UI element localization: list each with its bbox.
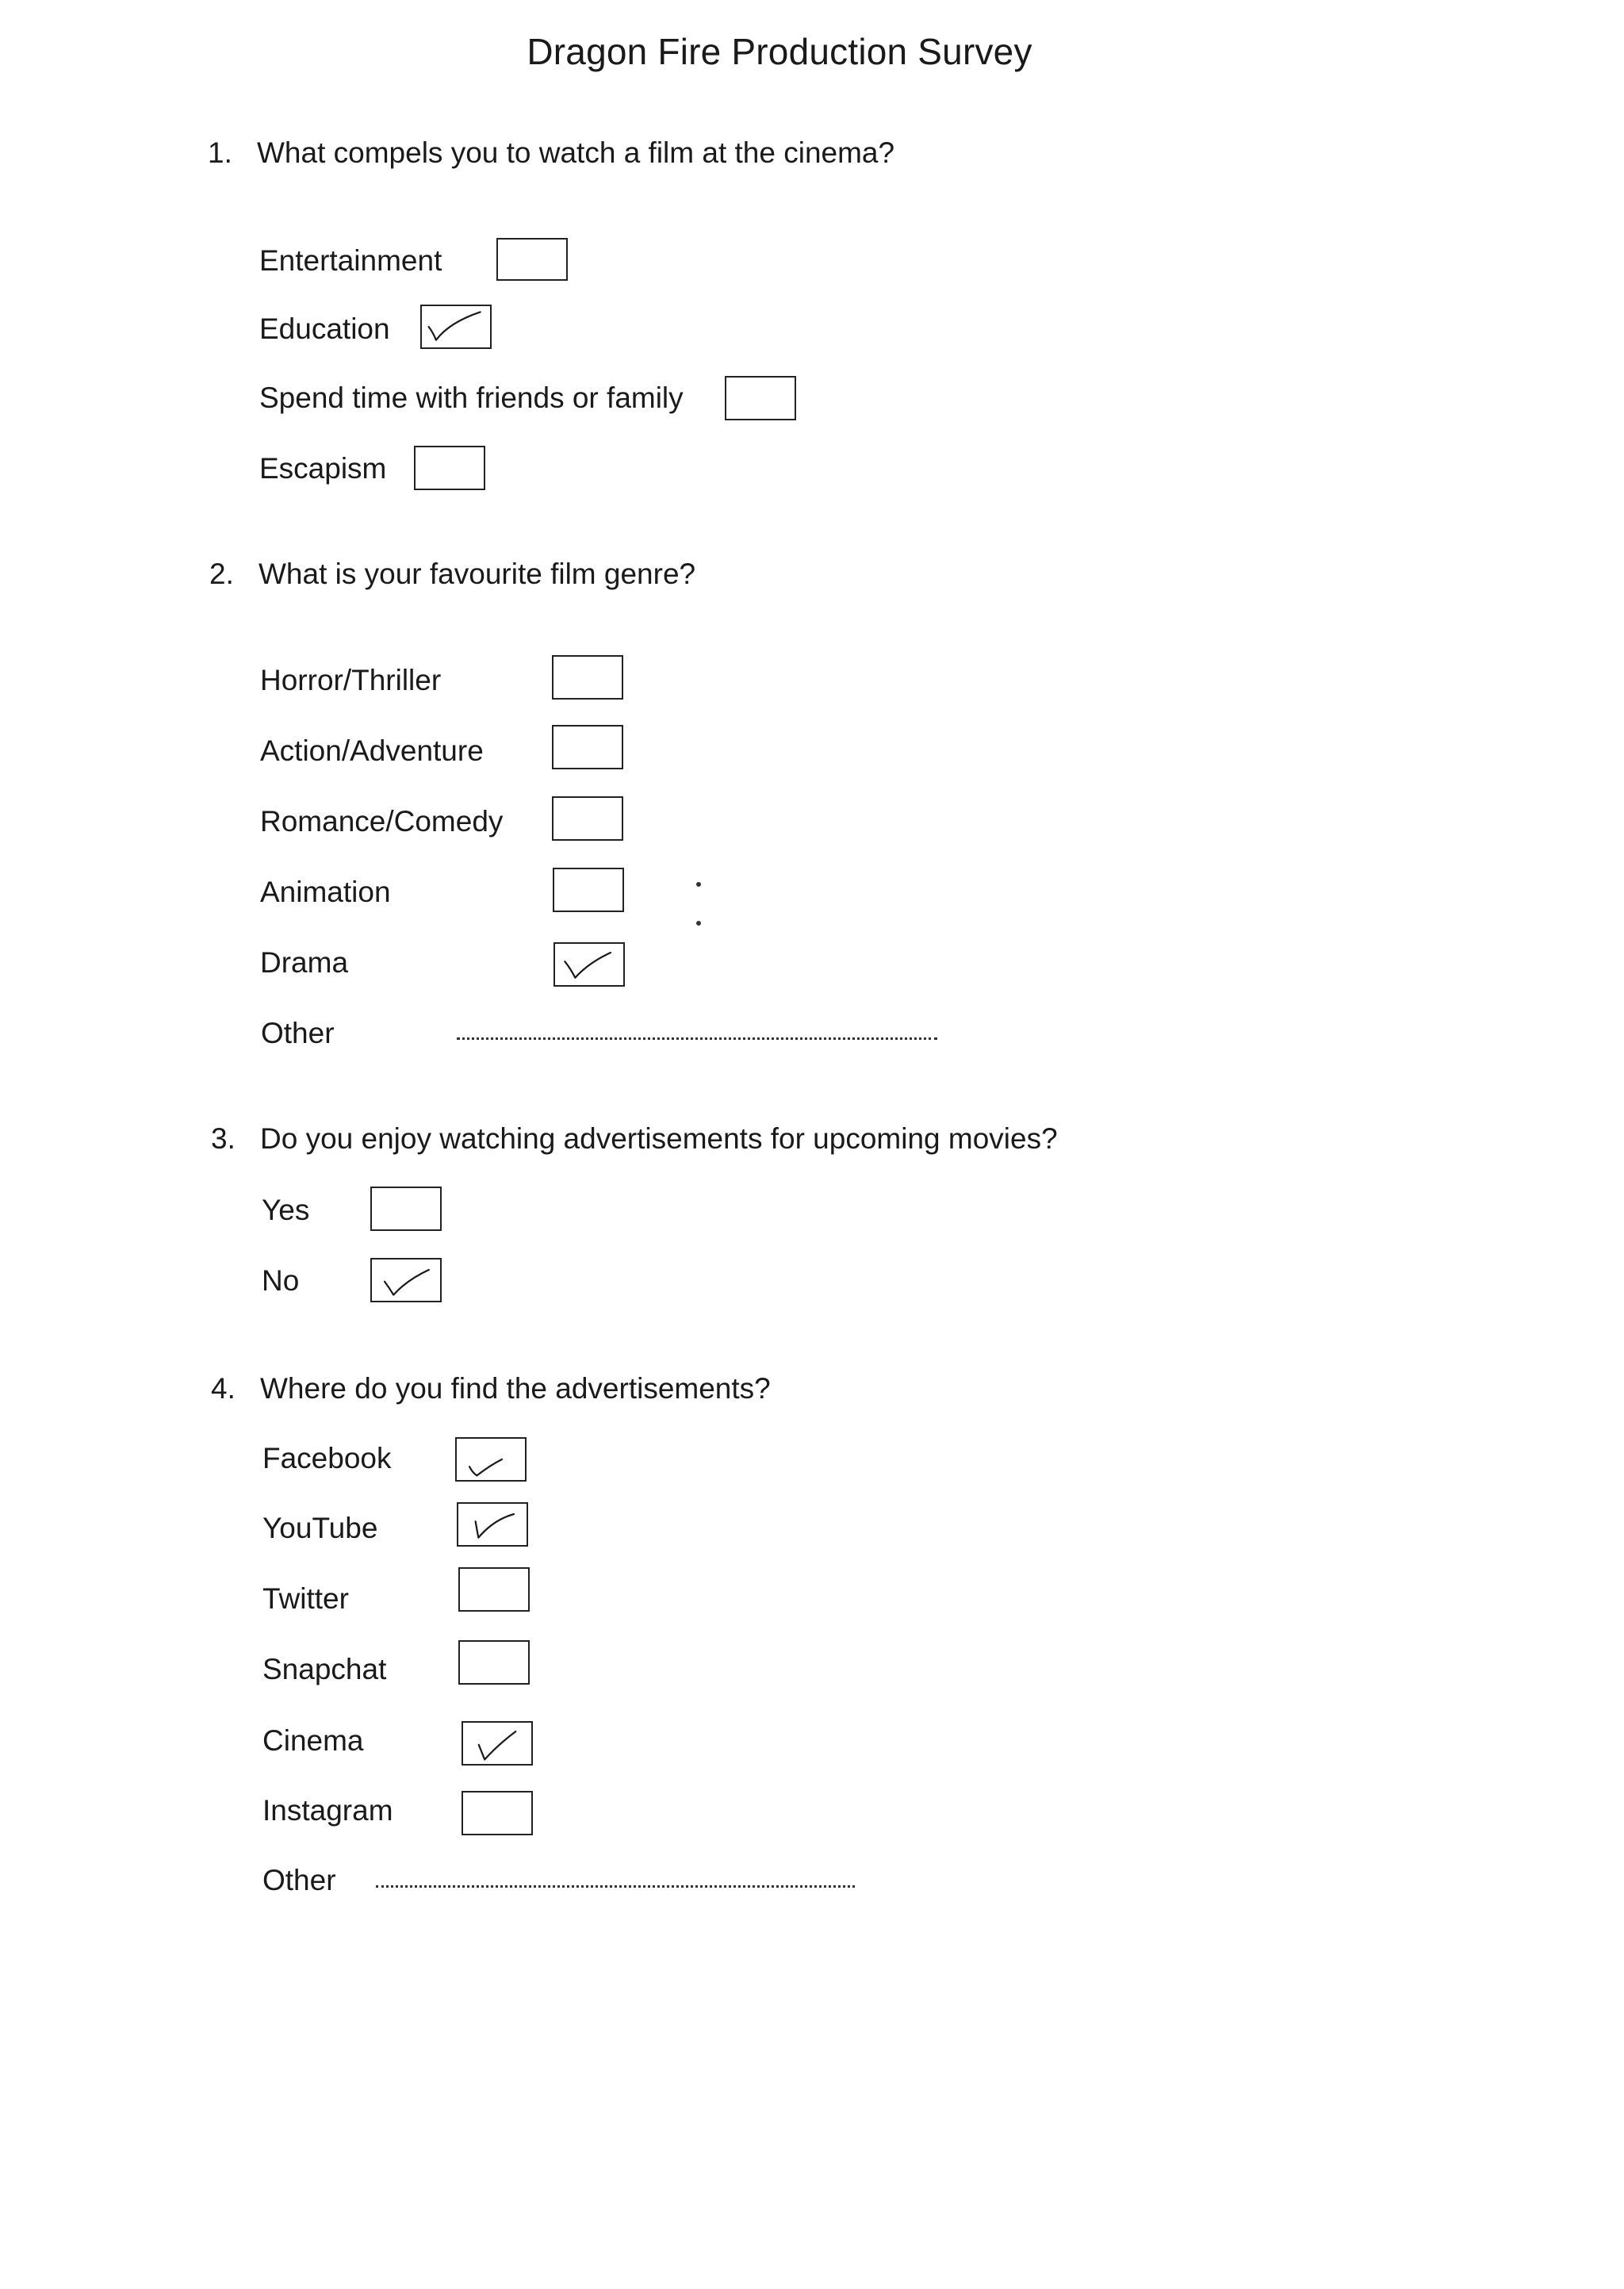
other-label: Other <box>261 1017 335 1049</box>
checkmark-icon <box>463 1723 531 1764</box>
other-label: Other <box>262 1864 336 1896</box>
other-write-in-line[interactable] <box>376 1885 855 1888</box>
option-label: Facebook <box>262 1442 392 1474</box>
question-text: What compels you to watch a film at the cinema? <box>257 136 895 169</box>
checkbox-animation[interactable] <box>553 868 624 912</box>
checkbox-no[interactable] <box>370 1258 442 1302</box>
checkbox-horror-thriller[interactable] <box>552 655 623 700</box>
option-label: Yes <box>262 1194 310 1226</box>
option-label: Horror/Thriller <box>260 664 442 696</box>
checkmark-icon <box>457 1439 525 1480</box>
checkbox-romance-comedy[interactable] <box>552 796 623 841</box>
question-number: 3. <box>211 1122 236 1155</box>
question-4 <box>211 1372 771 1405</box>
option-label: Romance/Comedy <box>260 805 504 838</box>
checkbox-friends-family[interactable] <box>725 376 796 420</box>
checkbox-education[interactable] <box>420 305 492 349</box>
checkbox-twitter[interactable] <box>458 1567 530 1612</box>
option-label: Spend time with friends or family <box>259 382 684 414</box>
option-label: Animation <box>260 876 391 908</box>
checkbox-youtube[interactable] <box>457 1502 528 1547</box>
checkbox-escapism[interactable] <box>414 446 485 490</box>
checkbox-instagram[interactable] <box>462 1791 533 1835</box>
option-label: Twitter <box>262 1582 349 1615</box>
survey-title: Dragon Fire Production Survey <box>527 31 1032 72</box>
option-label: Snapchat <box>262 1653 387 1685</box>
checkmark-icon <box>555 944 623 985</box>
question-number: 1. <box>208 136 232 169</box>
scan-speck <box>696 921 701 926</box>
scan-speck <box>696 882 701 887</box>
question-text: Where do you find the advertisements? <box>260 1372 771 1405</box>
question-2 <box>209 558 695 591</box>
checkbox-yes[interactable] <box>370 1187 442 1231</box>
option-label: Instagram <box>262 1794 393 1827</box>
question-3 <box>211 1122 1058 1156</box>
checkbox-drama[interactable] <box>553 942 625 987</box>
checkbox-cinema[interactable] <box>462 1721 533 1766</box>
option-label: YouTube <box>262 1512 378 1544</box>
question-1 <box>208 136 894 170</box>
checkbox-facebook[interactable] <box>455 1437 527 1482</box>
checkbox-entertainment[interactable] <box>496 238 568 281</box>
checkmark-icon <box>458 1504 527 1545</box>
question-number: 4. <box>211 1372 236 1405</box>
checkbox-snapchat[interactable] <box>458 1640 530 1685</box>
question-number: 2. <box>209 558 234 590</box>
checkmark-icon <box>372 1260 440 1301</box>
option-label: Escapism <box>259 452 387 485</box>
option-label: Cinema <box>262 1724 364 1757</box>
checkbox-action-adventure[interactable] <box>552 725 623 769</box>
option-label: No <box>262 1264 300 1297</box>
option-label: Action/Adventure <box>260 734 484 767</box>
option-label: Entertainment <box>259 244 442 277</box>
question-text: Do you enjoy watching advertisements for upcoming movies? <box>260 1122 1058 1155</box>
other-write-in-line[interactable] <box>457 1037 937 1040</box>
option-label: Drama <box>260 946 349 979</box>
checkmark-icon <box>422 306 490 347</box>
question-text: What is your favourite film genre? <box>259 558 696 590</box>
option-label: Education <box>259 312 390 345</box>
